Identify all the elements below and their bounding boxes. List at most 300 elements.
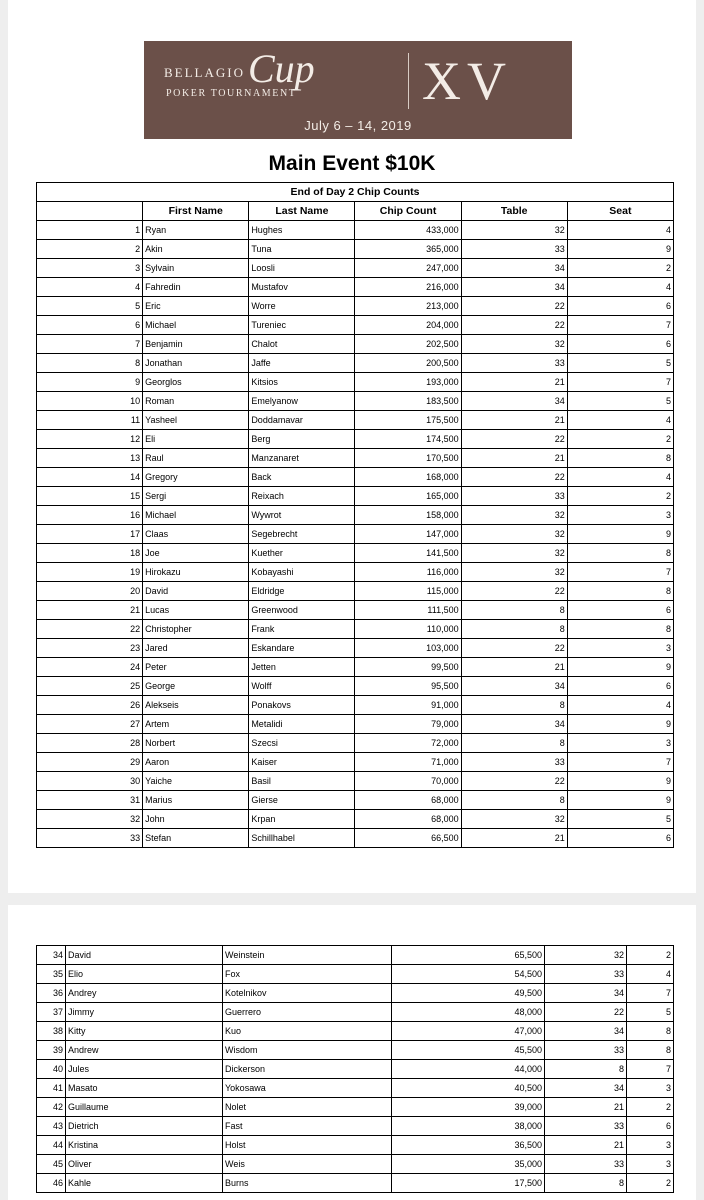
last-name-cell: Emelyanow — [249, 392, 355, 411]
chip-count-cell: 433,000 — [355, 221, 461, 240]
rank-cell: 24 — [37, 658, 143, 677]
chip-count-cell: 103,000 — [355, 639, 461, 658]
first-name-cell: Dietrich — [66, 1117, 223, 1136]
rank-cell: 14 — [37, 468, 143, 487]
last-name-cell: Nolet — [223, 1098, 392, 1117]
rank-cell: 20 — [37, 582, 143, 601]
table-header: Table — [461, 202, 567, 221]
chip-count-cell: 95,500 — [355, 677, 461, 696]
first-name-cell: Stefan — [143, 829, 249, 848]
rank-cell: 46 — [37, 1174, 66, 1193]
chip-count-cell: 165,000 — [355, 487, 461, 506]
seat-cell: 4 — [627, 965, 674, 984]
chip-count-table-continued — [36, 945, 674, 1193]
table-row — [37, 734, 674, 753]
table-row — [37, 544, 674, 563]
table-cell: 32 — [461, 525, 567, 544]
chip-count-cell: 110,000 — [355, 620, 461, 639]
chip-count-cell: 158,000 — [355, 506, 461, 525]
table-row — [37, 430, 674, 449]
brand-script: Cup — [248, 46, 315, 91]
table-cell: 34 — [461, 392, 567, 411]
table-cell: 34 — [461, 278, 567, 297]
header-row — [37, 202, 674, 221]
table-row — [37, 1155, 674, 1174]
table-row — [37, 1022, 674, 1041]
chip-count-cell: 91,000 — [355, 696, 461, 715]
seat-cell: 6 — [567, 677, 673, 696]
seat-cell: 7 — [567, 373, 673, 392]
table-row — [37, 601, 674, 620]
table-cell: 8 — [461, 601, 567, 620]
seat-cell: 6 — [567, 297, 673, 316]
seat-cell: 7 — [567, 316, 673, 335]
first-name-cell: Artem — [143, 715, 249, 734]
first-name-cell: Norbert — [143, 734, 249, 753]
first-name-cell: Jared — [143, 639, 249, 658]
last-name-cell: Kobayashi — [249, 563, 355, 582]
last-name-cell: Gierse — [249, 791, 355, 810]
table-cell: 32 — [461, 506, 567, 525]
first-name-cell: Georglos — [143, 373, 249, 392]
rank-cell: 12 — [37, 430, 143, 449]
chip-count-cell: 54,500 — [392, 965, 545, 984]
rank-cell: 16 — [37, 506, 143, 525]
seat-cell: 4 — [567, 278, 673, 297]
table-row — [37, 984, 674, 1003]
rank-cell: 38 — [37, 1022, 66, 1041]
first-name-cell: Oliver — [66, 1155, 223, 1174]
rank-cell: 25 — [37, 677, 143, 696]
table-cell: 33 — [461, 753, 567, 772]
table-row — [37, 772, 674, 791]
last-name-cell: Weis — [223, 1155, 392, 1174]
table-cell: 33 — [545, 965, 627, 984]
table-row — [37, 1003, 674, 1022]
chip-count-cell: 68,000 — [355, 791, 461, 810]
table-row — [37, 791, 674, 810]
first-name-cell: Kahle — [66, 1174, 223, 1193]
first-name-cell: Andrew — [66, 1041, 223, 1060]
rank-cell: 10 — [37, 392, 143, 411]
rank-cell: 6 — [37, 316, 143, 335]
chip-count-cell: 247,000 — [355, 259, 461, 278]
table-cell: 33 — [545, 1155, 627, 1174]
last-name-cell: Berg — [249, 430, 355, 449]
table-row — [37, 1136, 674, 1155]
last-name-cell: Jetten — [249, 658, 355, 677]
rank-cell: 2 — [37, 240, 143, 259]
first-name-cell: David — [66, 946, 223, 965]
tournament-banner — [144, 41, 572, 139]
chip-count-cell: 17,500 — [392, 1174, 545, 1193]
seat-cell: 2 — [627, 946, 674, 965]
rank-cell: 8 — [37, 354, 143, 373]
chip-count-cell: 65,500 — [392, 946, 545, 965]
table-row — [37, 411, 674, 430]
rank-cell: 15 — [37, 487, 143, 506]
table-row — [37, 810, 674, 829]
table-cell: 8 — [461, 734, 567, 753]
table-cell: 32 — [545, 946, 627, 965]
seat-cell: 9 — [567, 658, 673, 677]
table-row — [37, 1079, 674, 1098]
seat-cell: 2 — [567, 487, 673, 506]
chip-count-cell: 116,000 — [355, 563, 461, 582]
edition-numeral: XV — [422, 51, 512, 111]
first-name-header: First Name — [143, 202, 249, 221]
table-row — [37, 354, 674, 373]
seat-cell: 8 — [567, 544, 673, 563]
chip-count-cell: 66,500 — [355, 829, 461, 848]
chip-count-cell: 141,500 — [355, 544, 461, 563]
rank-cell: 29 — [37, 753, 143, 772]
table-cell: 33 — [545, 1117, 627, 1136]
first-name-cell: Yasheel — [143, 411, 249, 430]
chip-count-cell: 213,000 — [355, 297, 461, 316]
first-name-cell: Jules — [66, 1060, 223, 1079]
table-cell: 33 — [545, 1041, 627, 1060]
last-name-cell: Szecsi — [249, 734, 355, 753]
chip-count-cell: 45,500 — [392, 1041, 545, 1060]
last-name-header: Last Name — [249, 202, 355, 221]
last-name-cell: Fast — [223, 1117, 392, 1136]
table-cell: 22 — [461, 772, 567, 791]
brand-subtitle: POKER TOURNAMENT — [166, 88, 297, 99]
table-row — [37, 753, 674, 772]
rank-cell: 26 — [37, 696, 143, 715]
first-name-cell: Jimmy — [66, 1003, 223, 1022]
chip-count-cell: 79,000 — [355, 715, 461, 734]
first-name-cell: David — [143, 582, 249, 601]
chip-count-cell: 168,000 — [355, 468, 461, 487]
rank-cell: 1 — [37, 221, 143, 240]
table-row — [37, 316, 674, 335]
seat-cell: 7 — [567, 563, 673, 582]
last-name-cell: Burns — [223, 1174, 392, 1193]
last-name-cell: Kuether — [249, 544, 355, 563]
chip-count-cell: 68,000 — [355, 810, 461, 829]
rank-cell: 17 — [37, 525, 143, 544]
last-name-cell: Loosli — [249, 259, 355, 278]
first-name-cell: Raul — [143, 449, 249, 468]
table-row — [37, 259, 674, 278]
rank-cell: 31 — [37, 791, 143, 810]
rank-cell: 7 — [37, 335, 143, 354]
table-cell: 34 — [461, 259, 567, 278]
rank-cell: 9 — [37, 373, 143, 392]
table-cell: 32 — [461, 563, 567, 582]
banner-divider — [408, 53, 409, 109]
rank-cell: 28 — [37, 734, 143, 753]
rank-cell: 32 — [37, 810, 143, 829]
chip-count-cell: 147,000 — [355, 525, 461, 544]
last-name-cell: Wolff — [249, 677, 355, 696]
table-row — [37, 449, 674, 468]
table-cell: 22 — [461, 639, 567, 658]
table-cell: 21 — [461, 373, 567, 392]
first-name-cell: John — [143, 810, 249, 829]
table-cell: 22 — [545, 1003, 627, 1022]
rank-cell: 37 — [37, 1003, 66, 1022]
rank-cell: 4 — [37, 278, 143, 297]
first-name-cell: Marius — [143, 791, 249, 810]
last-name-cell: Reixach — [249, 487, 355, 506]
first-name-cell: Hirokazu — [143, 563, 249, 582]
last-name-cell: Back — [249, 468, 355, 487]
first-name-cell: Lucas — [143, 601, 249, 620]
first-name-cell: George — [143, 677, 249, 696]
rank-cell: 33 — [37, 829, 143, 848]
table-cell: 21 — [545, 1136, 627, 1155]
rank-cell: 34 — [37, 946, 66, 965]
table-cell: 34 — [545, 1079, 627, 1098]
rank-cell: 13 — [37, 449, 143, 468]
seat-cell: 4 — [567, 696, 673, 715]
table-row — [37, 829, 674, 848]
rank-cell: 41 — [37, 1079, 66, 1098]
table-row — [37, 487, 674, 506]
seat-cell: 6 — [627, 1117, 674, 1136]
chip-count-cell: 72,000 — [355, 734, 461, 753]
first-name-cell: Andrey — [66, 984, 223, 1003]
last-name-cell: Guerrero — [223, 1003, 392, 1022]
table-row — [37, 696, 674, 715]
seat-cell: 4 — [567, 221, 673, 240]
chip-count-cell: 183,500 — [355, 392, 461, 411]
table-row — [37, 278, 674, 297]
first-name-cell: Guillaume — [66, 1098, 223, 1117]
table-cell: 21 — [461, 658, 567, 677]
seat-cell: 8 — [627, 1022, 674, 1041]
last-name-cell: Kaiser — [249, 753, 355, 772]
chip-count-cell: 48,000 — [392, 1003, 545, 1022]
first-name-cell: Eli — [143, 430, 249, 449]
chip-count-cell: 202,500 — [355, 335, 461, 354]
chip-count-cell: 174,500 — [355, 430, 461, 449]
seat-cell: 3 — [627, 1155, 674, 1174]
chip-count-cell: 38,000 — [392, 1117, 545, 1136]
last-name-cell: Metalidi — [249, 715, 355, 734]
tournament-dates: July 6 – 14, 2019 — [304, 118, 412, 133]
rank-cell: 39 — [37, 1041, 66, 1060]
seat-cell: 4 — [567, 411, 673, 430]
chip-count-cell: 175,500 — [355, 411, 461, 430]
seat-cell: 9 — [567, 791, 673, 810]
rank-cell: 23 — [37, 639, 143, 658]
rank-cell: 3 — [37, 259, 143, 278]
table-row — [37, 1174, 674, 1193]
table-cell: 32 — [461, 221, 567, 240]
first-name-cell: Christopher — [143, 620, 249, 639]
table-cell: 22 — [461, 430, 567, 449]
last-name-cell: Frank — [249, 620, 355, 639]
rank-cell: 18 — [37, 544, 143, 563]
first-name-cell: Eric — [143, 297, 249, 316]
first-name-cell: Joe — [143, 544, 249, 563]
seat-cell: 3 — [567, 734, 673, 753]
chip-count-cell: 216,000 — [355, 278, 461, 297]
seat-cell: 9 — [567, 715, 673, 734]
chip-count-cell: 170,500 — [355, 449, 461, 468]
table-row — [37, 1060, 674, 1079]
first-name-cell: Sergi — [143, 487, 249, 506]
seat-cell: 7 — [567, 753, 673, 772]
table-cell: 8 — [461, 620, 567, 639]
chip-count-cell: 39,000 — [392, 1098, 545, 1117]
table-cell: 21 — [461, 411, 567, 430]
last-name-cell: Krpan — [249, 810, 355, 829]
chip-count-cell: 204,000 — [355, 316, 461, 335]
chip-count-cell: 44,000 — [392, 1060, 545, 1079]
seat-cell: 8 — [567, 449, 673, 468]
last-name-cell: Fox — [223, 965, 392, 984]
table-cell: 32 — [461, 335, 567, 354]
seat-cell: 3 — [567, 506, 673, 525]
rank-cell: 19 — [37, 563, 143, 582]
table-cell: 22 — [461, 316, 567, 335]
first-name-cell: Claas — [143, 525, 249, 544]
table-row — [37, 639, 674, 658]
last-name-cell: Holst — [223, 1136, 392, 1155]
table-cell: 8 — [461, 696, 567, 715]
table-row — [37, 965, 674, 984]
last-name-cell: Wisdom — [223, 1041, 392, 1060]
seat-cell: 9 — [567, 772, 673, 791]
seat-cell: 5 — [567, 392, 673, 411]
table-cell: 22 — [461, 582, 567, 601]
first-name-cell: Peter — [143, 658, 249, 677]
seat-cell: 2 — [567, 259, 673, 278]
chip-count-table — [36, 182, 674, 848]
last-name-cell: Dickerson — [223, 1060, 392, 1079]
seat-cell: 4 — [567, 468, 673, 487]
last-name-cell: Kuo — [223, 1022, 392, 1041]
rank-cell: 35 — [37, 965, 66, 984]
seat-cell: 6 — [567, 601, 673, 620]
seat-cell: 8 — [567, 582, 673, 601]
seat-cell: 9 — [567, 525, 673, 544]
rank-cell: 21 — [37, 601, 143, 620]
first-name-cell: Yaiche — [143, 772, 249, 791]
chip-count-header: Chip Count — [355, 202, 461, 221]
chip-count-cell: 193,000 — [355, 373, 461, 392]
seat-cell: 8 — [627, 1041, 674, 1060]
first-name-cell: Jonathan — [143, 354, 249, 373]
last-name-cell: Yokosawa — [223, 1079, 392, 1098]
table-cell: 8 — [545, 1174, 627, 1193]
rank-header — [37, 202, 143, 221]
rank-cell: 36 — [37, 984, 66, 1003]
last-name-cell: Schillhabel — [249, 829, 355, 848]
table-row — [37, 582, 674, 601]
first-name-cell: Akin — [143, 240, 249, 259]
first-name-cell: Masato — [66, 1079, 223, 1098]
table-row — [37, 297, 674, 316]
seat-cell: 6 — [567, 335, 673, 354]
rank-cell: 5 — [37, 297, 143, 316]
table-row — [37, 563, 674, 582]
first-name-cell: Kitty — [66, 1022, 223, 1041]
seat-header: Seat — [567, 202, 673, 221]
first-name-cell: Roman — [143, 392, 249, 411]
seat-cell: 7 — [627, 1060, 674, 1079]
last-name-cell: Worre — [249, 297, 355, 316]
table-row — [37, 1098, 674, 1117]
chip-count-cell: 111,500 — [355, 601, 461, 620]
brand-name: BELLAGIO — [164, 65, 245, 80]
rank-cell: 42 — [37, 1098, 66, 1117]
last-name-cell: Ponakovs — [249, 696, 355, 715]
last-name-cell: Weinstein — [223, 946, 392, 965]
first-name-cell: Sylvain — [143, 259, 249, 278]
table-cell: 33 — [461, 487, 567, 506]
table-row — [37, 525, 674, 544]
table-cell: 21 — [461, 449, 567, 468]
first-name-cell: Benjamin — [143, 335, 249, 354]
last-name-cell: Greenwood — [249, 601, 355, 620]
seat-cell: 3 — [627, 1079, 674, 1098]
table-row — [37, 506, 674, 525]
table-row — [37, 1117, 674, 1136]
last-name-cell: Chalot — [249, 335, 355, 354]
table-row — [37, 392, 674, 411]
table-row — [37, 468, 674, 487]
chip-count-cell: 49,500 — [392, 984, 545, 1003]
seat-cell: 6 — [567, 829, 673, 848]
last-name-cell: Wywrot — [249, 506, 355, 525]
last-name-cell: Eskandare — [249, 639, 355, 658]
table-row — [37, 715, 674, 734]
first-name-cell: Alekseis — [143, 696, 249, 715]
table-cell: 33 — [461, 240, 567, 259]
table-row — [37, 1041, 674, 1060]
table-caption: End of Day 2 Chip Counts — [37, 183, 674, 202]
seat-cell: 3 — [627, 1136, 674, 1155]
seat-cell: 5 — [567, 354, 673, 373]
last-name-cell: Manzanaret — [249, 449, 355, 468]
last-name-cell: Basil — [249, 772, 355, 791]
table-cell: 33 — [461, 354, 567, 373]
rank-cell: 27 — [37, 715, 143, 734]
table-row — [37, 946, 674, 965]
table-row — [37, 373, 674, 392]
first-name-cell: Elio — [66, 965, 223, 984]
table-row — [37, 335, 674, 354]
chip-count-cell: 35,000 — [392, 1155, 545, 1174]
table-cell: 8 — [461, 791, 567, 810]
last-name-cell: Eldridge — [249, 582, 355, 601]
first-name-cell: Aaron — [143, 753, 249, 772]
table-cell: 21 — [545, 1098, 627, 1117]
first-name-cell: Kristina — [66, 1136, 223, 1155]
seat-cell: 2 — [627, 1098, 674, 1117]
last-name-cell: Jaffe — [249, 354, 355, 373]
chip-count-cell: 365,000 — [355, 240, 461, 259]
table-cell: 22 — [461, 468, 567, 487]
last-name-cell: Segebrecht — [249, 525, 355, 544]
seat-cell: 8 — [567, 620, 673, 639]
table-cell: 8 — [545, 1060, 627, 1079]
seat-cell: 7 — [627, 984, 674, 1003]
chip-count-cell: 47,000 — [392, 1022, 545, 1041]
chip-count-cell: 99,500 — [355, 658, 461, 677]
table-cell: 32 — [461, 810, 567, 829]
seat-cell: 2 — [567, 430, 673, 449]
chip-count-cell: 200,500 — [355, 354, 461, 373]
table-row — [37, 677, 674, 696]
table-cell: 21 — [461, 829, 567, 848]
